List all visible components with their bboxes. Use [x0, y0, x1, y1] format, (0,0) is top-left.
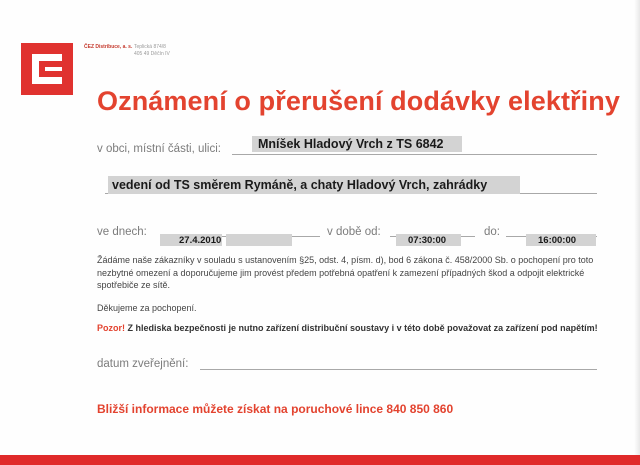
- address-line: 405 49 Děčín IV: [134, 51, 170, 57]
- publication-date-underline: [200, 369, 597, 370]
- time-from-label: v době od:: [327, 226, 381, 238]
- cez-logo: [21, 43, 73, 95]
- bottom-red-bar: [0, 455, 640, 465]
- warning-prefix: Pozor!: [97, 323, 125, 333]
- location-underline: [232, 154, 597, 155]
- location-field-2: vedení od TS směrem Rymáně, a chaty Hladový Vrch, zahrádky: [108, 176, 520, 194]
- company-address: [134, 44, 170, 58]
- notice-text: Žádáme naše zákazníky v souladu s ustanovením §25, odst. 4, písm. d), bod 6 zákona č. 458/2000 Sb. o pochopení pro toto nezbytné omezení a doporučujeme jim provést předem potřebná opatření k zamezení případných škod a odpojit elektrické spotřebiče ze sítě.: [97, 255, 594, 290]
- time-to-field: 16:00:00: [526, 234, 596, 246]
- notice-title: Oznámení o přerušení dodávky elektřiny: [97, 86, 620, 116]
- page-edge: [634, 0, 640, 465]
- location-field: Mníšek Hladový Vrch z TS 6842: [252, 136, 462, 152]
- date-label: ve dnech:: [97, 226, 147, 238]
- warning-text: Z hlediska bezpečnosti je nutno zařízení distribuční soustavy i v této době považovat za zařízení pod napětím!: [127, 323, 598, 333]
- time-to-label: do:: [484, 226, 500, 238]
- time-from-field: 07:30:00: [396, 234, 461, 246]
- thanks-text: Děkujeme za pochopení.: [97, 303, 197, 313]
- date-field-blank: [226, 234, 292, 246]
- safety-warning: [97, 322, 617, 335]
- date-field: 27.4.2010: [160, 234, 222, 246]
- publication-date-label: datum zveřejnění:: [97, 358, 189, 370]
- hotline-info: Bližší informace můžete získat na poruchové lince 840 850 860: [97, 402, 454, 416]
- address-line: Teplická 874/8: [134, 44, 166, 50]
- company-name: ČEZ Distribuce, a. s.: [84, 44, 133, 50]
- location-label: v obci, místní části, ulici:: [97, 143, 221, 155]
